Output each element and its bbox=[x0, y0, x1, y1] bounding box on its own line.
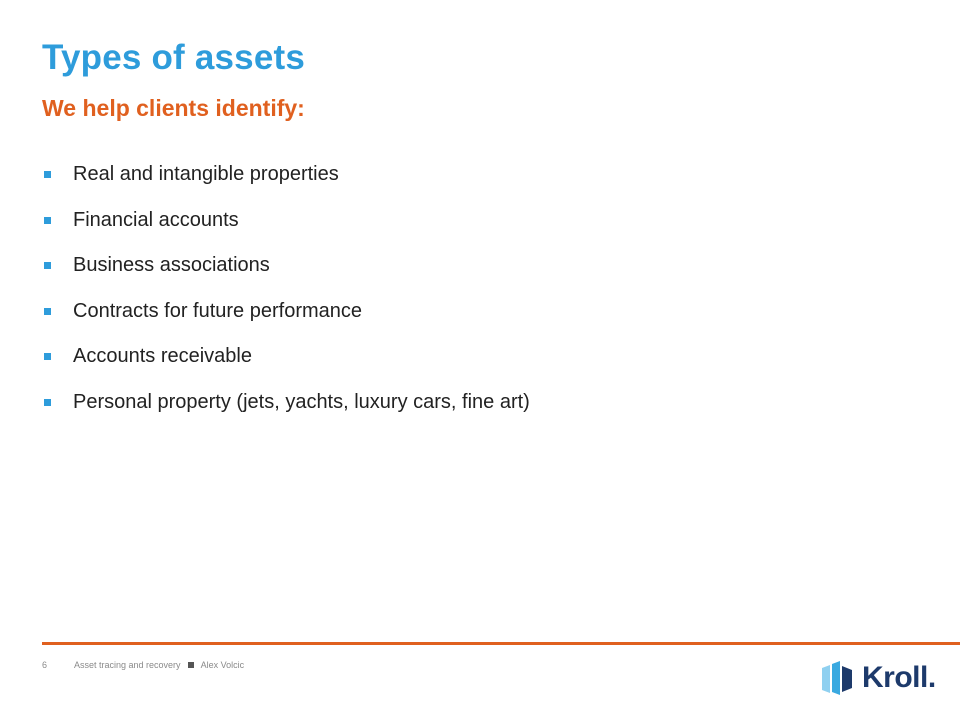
list-item bbox=[44, 334, 530, 380]
author-name: Alex Volcic bbox=[200, 660, 245, 670]
kroll-logo bbox=[820, 660, 936, 696]
presentation-title: Asset tracing and recovery bbox=[74, 660, 181, 670]
footer-divider bbox=[42, 642, 960, 645]
page-number: 6 bbox=[42, 660, 48, 670]
kroll-logo-icon bbox=[820, 660, 856, 696]
square-bullet-icon bbox=[44, 353, 51, 360]
footer bbox=[42, 660, 244, 670]
bullet-text: Financial accounts bbox=[73, 208, 239, 231]
footer-separator-icon bbox=[188, 662, 194, 668]
logo-wordmark: Kroll bbox=[862, 661, 928, 694]
bullet-text: Contracts for future performance bbox=[73, 299, 363, 322]
square-bullet-icon bbox=[44, 171, 51, 178]
slide-title: Types of assets bbox=[42, 38, 306, 77]
list-item bbox=[44, 243, 530, 289]
bullet-text: Real and intangible properties bbox=[73, 163, 339, 186]
bullet-text: Business associations bbox=[73, 254, 270, 277]
square-bullet-icon bbox=[44, 217, 51, 224]
slide-subtitle: We help clients identify: bbox=[42, 95, 305, 121]
list-item bbox=[44, 198, 530, 244]
list-item bbox=[44, 152, 530, 198]
square-bullet-icon bbox=[44, 262, 51, 269]
bullet-text: Accounts receivable bbox=[73, 345, 252, 368]
logo-dot: . bbox=[927, 661, 937, 694]
bullet-text: Personal property (jets, yachts, luxury cars, fine art) bbox=[73, 390, 530, 413]
square-bullet-icon bbox=[44, 399, 51, 406]
square-bullet-icon bbox=[44, 308, 51, 315]
list-item bbox=[44, 380, 530, 426]
list-item bbox=[44, 289, 530, 335]
bullet-list bbox=[44, 152, 530, 425]
